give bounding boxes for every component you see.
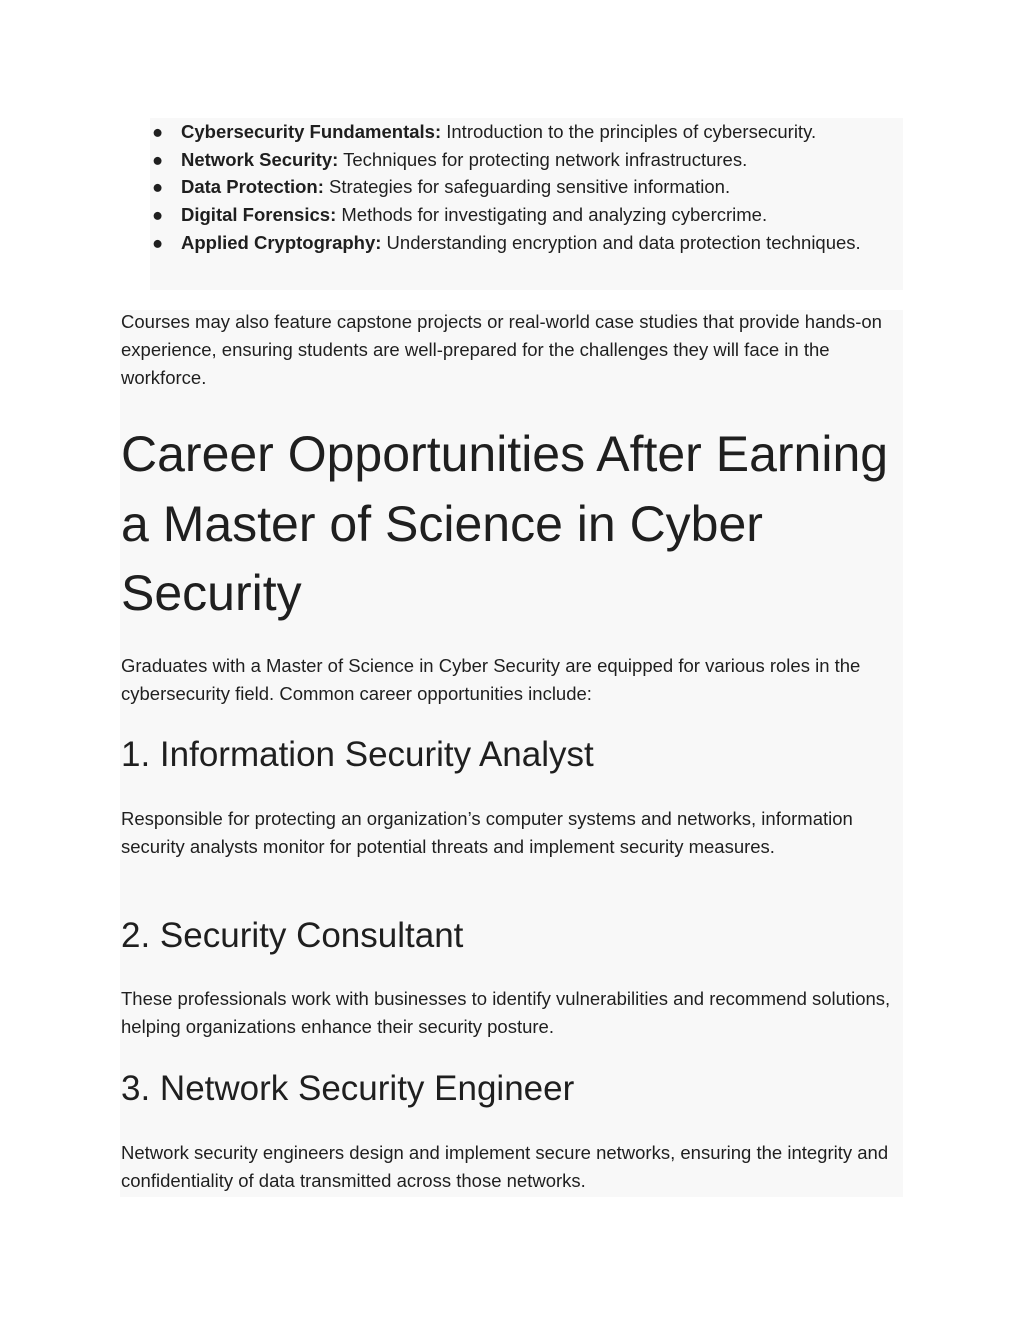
list-term: Network Security: bbox=[181, 148, 339, 170]
list-text: Methods for investigating and analyzing cybercrime. bbox=[336, 204, 768, 226]
course-list bbox=[150, 118, 910, 257]
list-item bbox=[150, 201, 910, 229]
main-heading: Career Opportunities After Earning a Master of Science in Cyber Security bbox=[121, 426, 889, 621]
career-description: Network security engineers design and implement secure networks, ensuring the integrity and confidentiality of data transmitted across those networks. bbox=[121, 1142, 889, 1191]
list-item bbox=[150, 118, 910, 146]
list-text: Introduction to the principles of cybersecurity. bbox=[441, 121, 817, 142]
career-heading: 1. Information Security Analyst bbox=[121, 735, 594, 774]
list-item bbox=[150, 229, 910, 257]
list-item bbox=[150, 146, 910, 174]
list-text: Strategies for safeguarding sensitive information. bbox=[323, 176, 731, 198]
list-term: Digital Forensics: bbox=[181, 204, 337, 226]
list-term: Cybersecurity Fundamentals: bbox=[181, 121, 442, 142]
bullet-icon: ● bbox=[152, 121, 164, 142]
courses-paragraph: Courses may also feature capstone projects or real-world case studies that provide hands-on experience, ensuring students are well-prepared for the challenges they will face in the workforce. bbox=[121, 311, 882, 388]
bullet-icon: ● bbox=[152, 231, 164, 253]
career-heading: 2. Security Consultant bbox=[121, 916, 464, 955]
bullet-icon: ● bbox=[152, 148, 164, 170]
list-term: Applied Cryptography: bbox=[181, 231, 382, 253]
list-term: Data Protection: bbox=[181, 176, 324, 198]
list-item bbox=[150, 173, 910, 201]
list-text: Understanding encryption and data protection techniques. bbox=[381, 231, 861, 253]
career-description: Responsible for protecting an organization’s computer systems and networks, information security analysts monitor for potential threats and implement security measures. bbox=[121, 808, 853, 857]
bullet-icon: ● bbox=[152, 204, 164, 226]
career-heading: 3. Network Security Engineer bbox=[121, 1069, 575, 1108]
career-description: These professionals work with businesses to identify vulnerabilities and recommend solutions, helping organizations enhance their security posture. bbox=[121, 988, 891, 1037]
list-text: Techniques for protecting network infrastructures. bbox=[338, 148, 748, 170]
intro-paragraph: Graduates with a Master of Science in Cyber Security are equipped for various roles in the cybersecurity field. Common career opportunities include: bbox=[121, 655, 861, 704]
bullet-icon: ● bbox=[152, 176, 164, 198]
